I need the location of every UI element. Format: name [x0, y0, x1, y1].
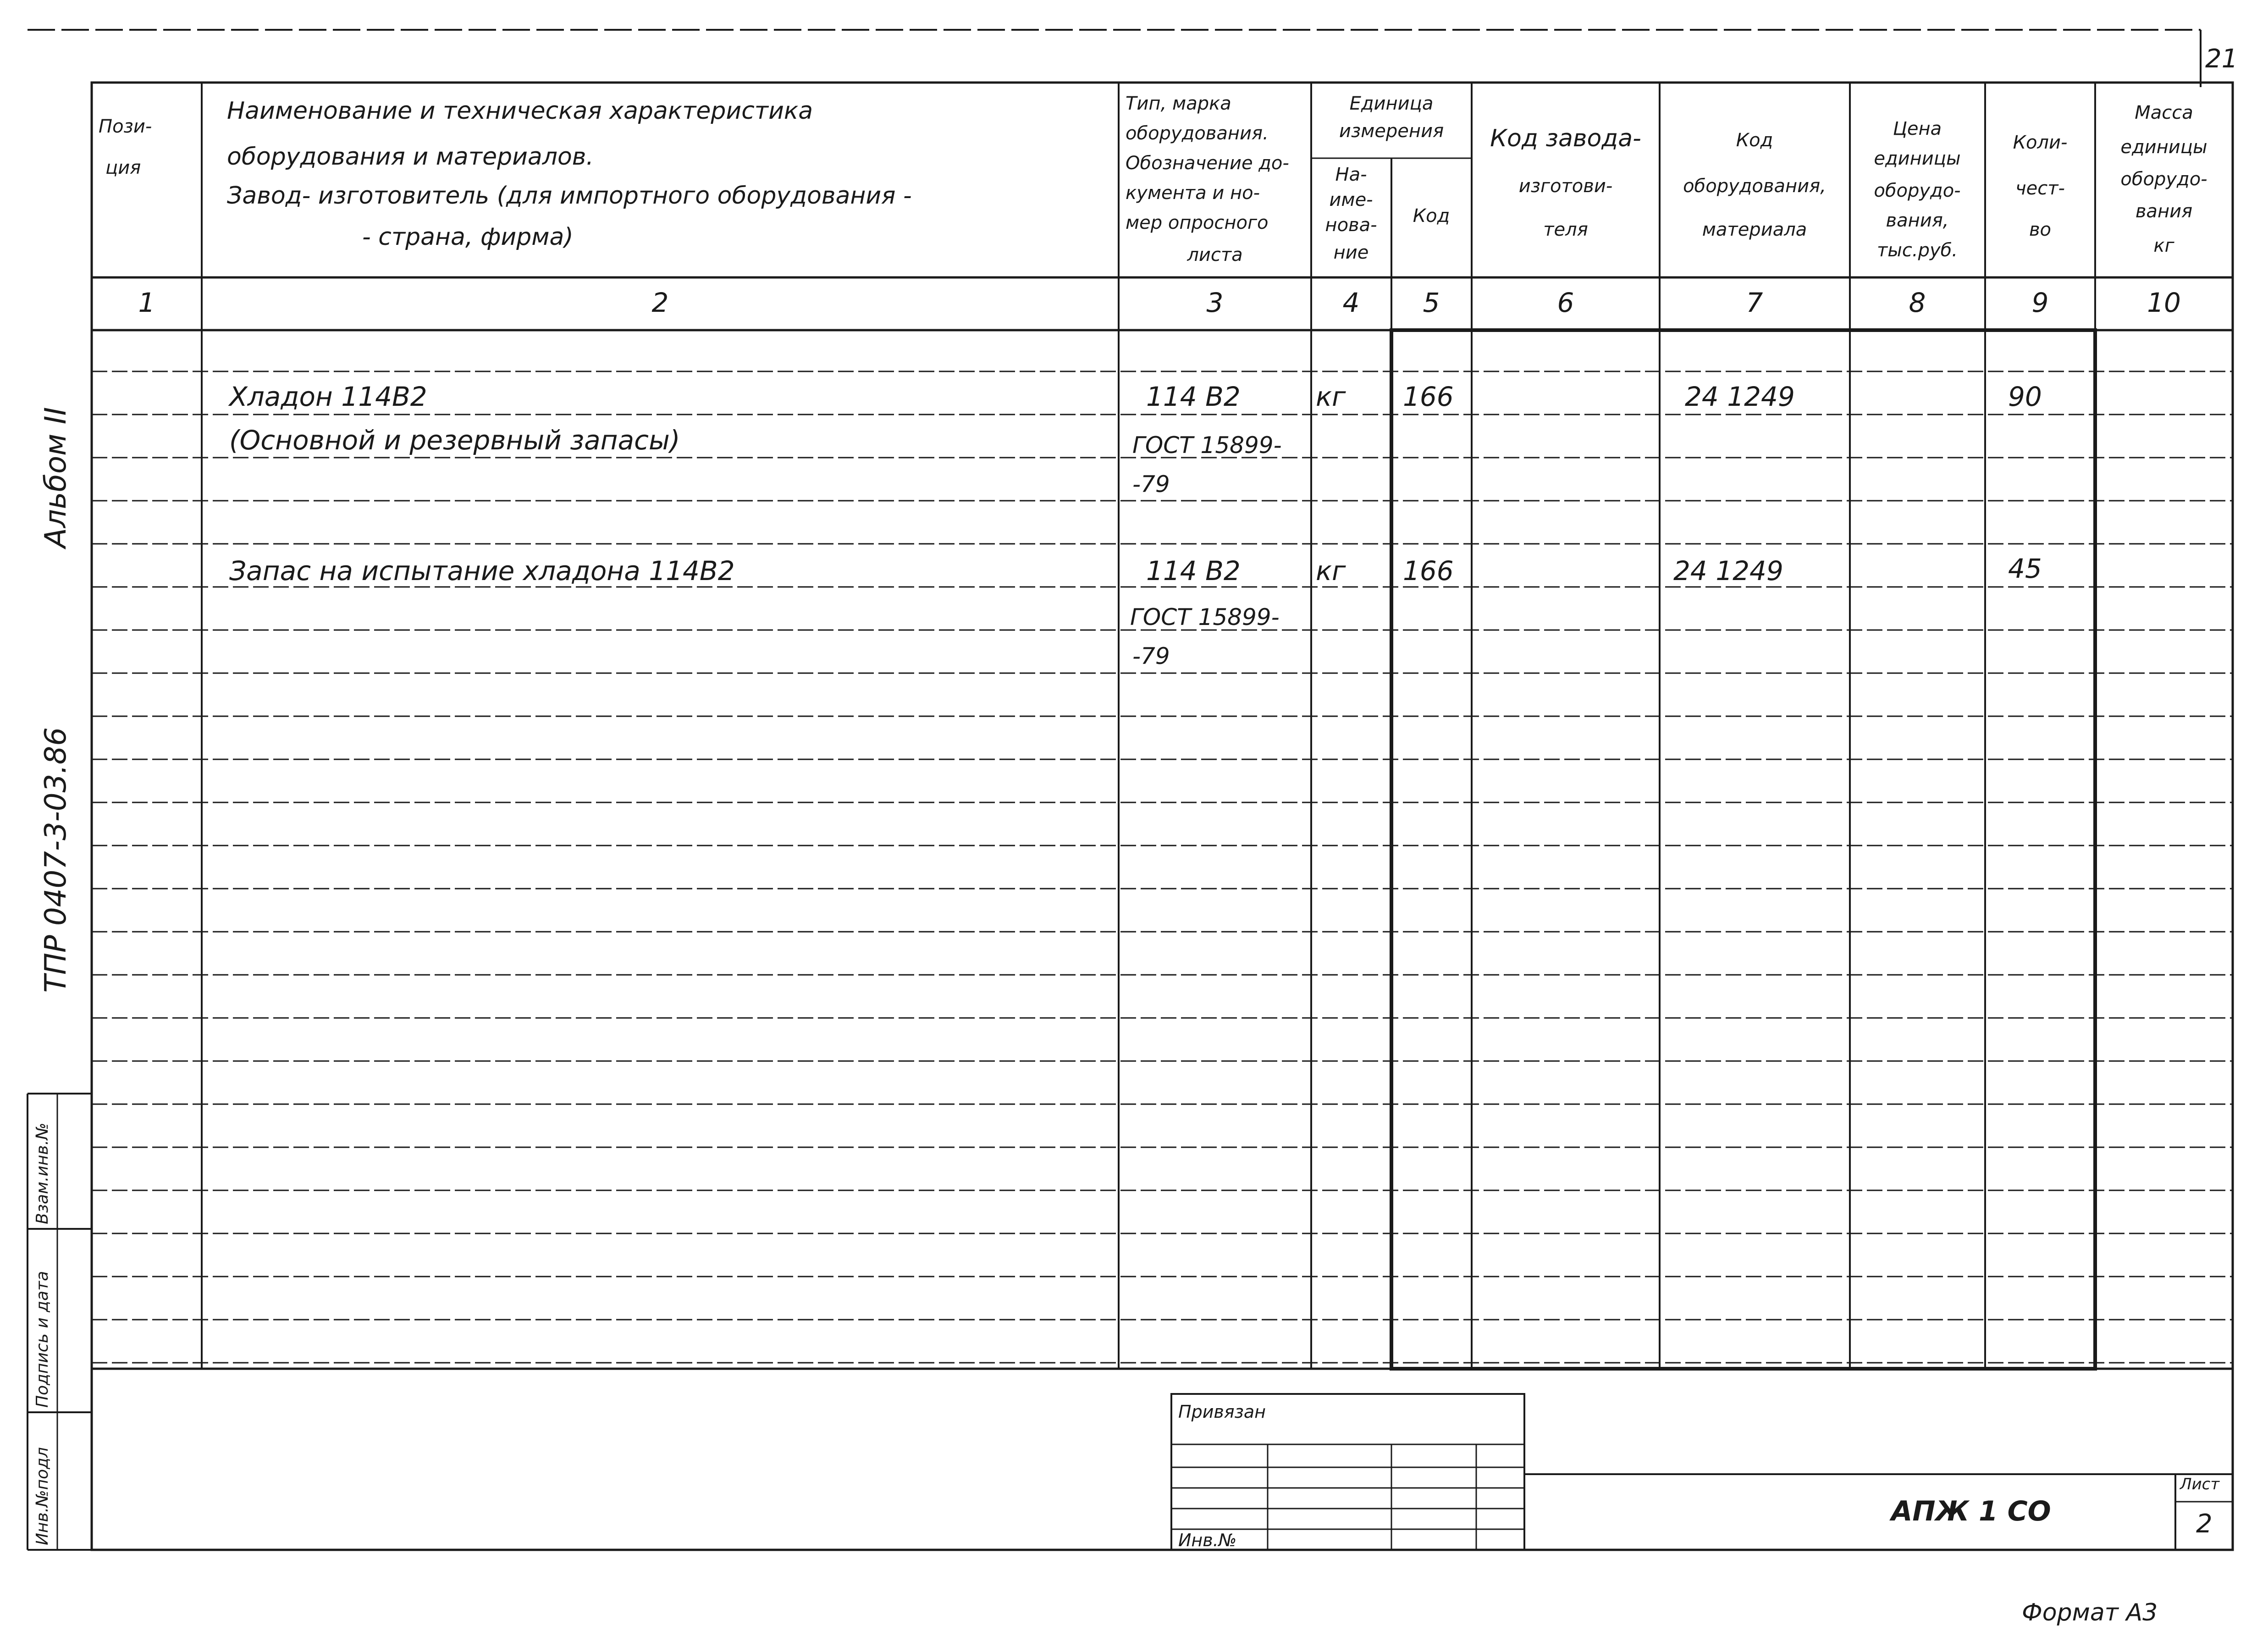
row-type: 114 В2	[1146, 381, 1241, 412]
row-code: 24 1249	[1673, 555, 1783, 586]
header-col3-l5: мер опросного	[1126, 212, 1269, 233]
row-type: -79	[1132, 471, 1170, 498]
header-col2-l3: Завод- изготовитель (для импортного оборудования -	[227, 182, 912, 210]
vzam-inv-label: Взам.инв.№	[33, 1122, 52, 1224]
header-col3-l1: Тип, марка	[1126, 93, 1231, 114]
header-col3-l4: кумента и но-	[1126, 182, 1260, 204]
header-unit-group-l2: измерения	[1339, 121, 1444, 142]
header-col3-l3: Обозначение до-	[1126, 153, 1289, 174]
row-type: 114 В2	[1146, 555, 1241, 586]
row-code: 24 1249	[1685, 381, 1795, 412]
album-label: Альбом II	[39, 407, 73, 548]
column-number-7: 7	[1746, 287, 1763, 318]
column-number-10: 10	[2147, 287, 2181, 318]
column-number-6: 6	[1557, 287, 1574, 318]
stamp-list-no: 2	[2196, 1509, 2213, 1539]
header-col8-l5: тыс.руб.	[1876, 240, 1958, 261]
header-col10-l1: Масса	[2135, 102, 2193, 123]
project-code-label: ТПР 0407-3-03.86	[39, 727, 73, 993]
column-number-1: 1	[138, 287, 155, 318]
header-col1-l1: Пози-	[99, 116, 152, 137]
header-col10-l4: вания	[2135, 201, 2193, 222]
format-label: Формат А3	[2022, 1599, 2158, 1626]
header-col5: Код	[1413, 205, 1450, 227]
header-col9-l2: чест-	[2015, 178, 2065, 199]
header-col4-l2: име-	[1329, 189, 1373, 210]
column-number-3: 3	[1206, 287, 1224, 318]
header-col1-l2: ция	[105, 157, 141, 178]
header-col10-l3: оборудо-	[2120, 169, 2207, 190]
header-col2-l1: Наименование и техническая характеристика	[227, 97, 813, 125]
row-qty: 45	[2008, 553, 2042, 584]
header-col7-l2: оборудования,	[1683, 176, 1826, 197]
row-unit: кг	[1316, 555, 1346, 586]
header-col10-l5: кг	[2153, 235, 2174, 256]
row-type: -79	[1132, 643, 1170, 669]
header-col8-l2: единицы	[1874, 148, 1961, 169]
header-col7-l1: Код	[1736, 130, 1773, 151]
stamp-privyazan: Привязан	[1178, 1402, 1266, 1422]
row-type: ГОСТ 15899-	[1130, 604, 1280, 630]
header-col4-l1: На-	[1335, 164, 1367, 185]
header-col9-l3: во	[2029, 219, 2052, 240]
header-col7-l3: материала	[1702, 219, 1807, 240]
header-col4-l4: ние	[1333, 242, 1369, 263]
row-qty: 90	[2008, 381, 2042, 412]
header-unit-group-l1: Единица	[1349, 93, 1434, 114]
header-col2-l2: оборудования и материалов.	[227, 143, 594, 171]
stamp-inv-no: Инв.№	[1178, 1530, 1237, 1550]
header-col3-l2: оборудования.	[1126, 123, 1269, 144]
row-name: (Основной и резервный запасы)	[229, 425, 680, 456]
row-name: Хладон 114В2	[229, 381, 427, 412]
row-unit-code: 166	[1403, 381, 1454, 412]
sign-date-label: Подпись и дата	[33, 1271, 52, 1408]
row-type: ГОСТ 15899-	[1132, 432, 1282, 459]
sheet-corner-number: 21	[2205, 44, 2238, 74]
header-col8-l4: вания,	[1886, 210, 1949, 231]
row-name: Запас на испытание хладона 114В2	[229, 555, 735, 586]
header-col6-l2: изготови-	[1518, 176, 1613, 197]
column-number-8: 8	[1909, 287, 1926, 318]
header-col10-l2: единицы	[2120, 137, 2207, 158]
header-col9-l1: Коли-	[2013, 132, 2068, 153]
column-number-2: 2	[651, 287, 669, 318]
header-col2-l4: - страна, фирма)	[362, 223, 574, 251]
row-unit-code: 166	[1403, 555, 1454, 586]
row-unit: кг	[1316, 381, 1346, 412]
column-number-5: 5	[1423, 287, 1440, 318]
header-col6-l3: теля	[1543, 219, 1588, 240]
header-col6-l1: Код завода-	[1490, 125, 1641, 152]
header-col3-l6: листа	[1187, 244, 1243, 265]
column-number-4: 4	[1342, 287, 1360, 318]
stamp-list-label: Лист	[2180, 1475, 2220, 1493]
doc-code: АПЖ 1 СО	[1891, 1495, 2051, 1527]
header-col4-l3: нова-	[1325, 215, 1377, 236]
inv-no-orig-label: Инв.№подл	[33, 1447, 52, 1545]
header-col8-l1: Цена	[1893, 118, 1942, 139]
column-number-9: 9	[2031, 287, 2049, 318]
header-col8-l3: оборудо-	[1874, 180, 1961, 201]
